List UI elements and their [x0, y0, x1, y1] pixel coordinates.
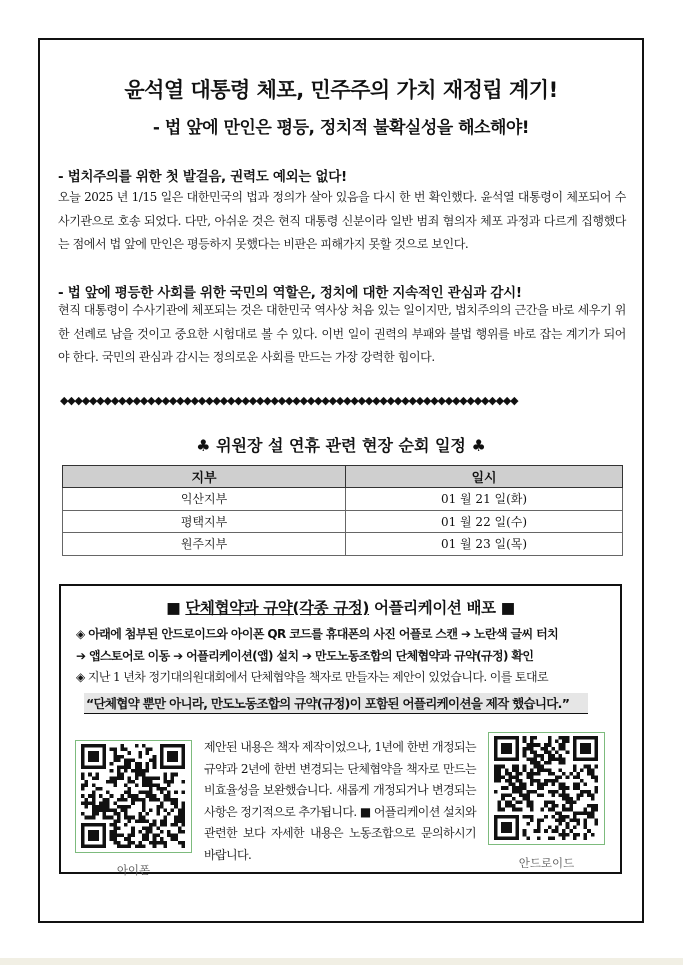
table-row: [63, 510, 623, 533]
schedule-title: ♣ 위원장 설 연휴 관련 현장 순회 일정 ♣: [196, 436, 486, 455]
page-title: 윤석열 대통령 체포, 민주주의 가치 재정립 계기!: [124, 78, 558, 102]
app-inquiry-note: ■ 어플리케이션 설치와 관련한 보다 자세한 내용은 노동조합으로 문의하시기 바랍니다.: [204, 804, 477, 862]
square-marker-icon: ■: [166, 599, 181, 617]
android-qr-label: 안드로이드: [518, 856, 575, 870]
bottom-strip: [0, 958, 683, 965]
app-title-main: 단체협약과 규약(각종 규정): [185, 599, 370, 617]
schedule-branch: 원주지부: [63, 533, 346, 556]
table-row: [63, 533, 623, 556]
schedule-header-branch: 지부: [63, 466, 346, 488]
android-qr-code[interactable]: [488, 732, 605, 845]
diamond-divider: ◆◆◆◆◆◆◆◆◆◆◆◆◆◆◆◆◆◆◆◆◆◆◆◆◆◆◆◆◆◆◆◆◆◆◆◆◆◆◆◆◆◆◆◆◆◆◆◆◆◆◆◆◆◆◆◆◆◆◆◆◆◆◆: [60, 394, 518, 407]
schedule-table: [62, 465, 623, 556]
app-description-body: 제안된 내용은 책자 제작이었으나, 1년에 한번 개정되는 규약과 2년에 한번 변경되는 단체협약을 책자로 만드는 비효율성을 보완했습니다. 새롭게 개정되거나 변경되는 사항은 정기적으로 추가됩니다.: [204, 740, 476, 819]
table-row: [63, 488, 623, 511]
square-marker-icon: ■: [500, 599, 515, 617]
iphone-qr-label: 아이폰: [116, 863, 151, 877]
app-title-rest: 어플리케이션 배포: [374, 599, 496, 617]
schedule-branch: 평택지부: [63, 510, 346, 533]
app-instruction-line-1: ◈ 아래에 첨부된 안드로이드와 아이폰 QR 코드를 휴대폰의 사진 어플로 스캔 ➔ 노란색 글씨 터치: [76, 627, 559, 641]
schedule-header-row: [63, 466, 623, 488]
schedule-date: 01 월 23 일(목): [346, 533, 623, 556]
iphone-qr-code[interactable]: [75, 740, 192, 853]
qr-code-icon: [492, 736, 600, 840]
app-proposal-line: ◈ 지난 1 년차 정기대의원대회에서 단체협약을 책자로 만들자는 제안이 있었습니다. 이를 토대로: [76, 670, 548, 684]
section-2-heading: - 법 앞에 평등한 사회를 위한 국민의 역할은, 정치에 대한 지속적인 관심과 감시!: [58, 285, 522, 301]
schedule-branch: 익산지부: [63, 488, 346, 511]
app-instruction-line-2: ➔ 앱스토어로 이동 ➔ 어플리케이션(앱) 설치 ➔ 만도노동조합의 단체협약과 규약(규정) 확인: [76, 649, 534, 663]
app-section-title: [59, 596, 622, 618]
app-quote: “단체협약 뿐만 아니라, 만도노동조합의 규약(규정)이 포함된 어플리케이션을 제작 했습니다.”: [84, 693, 588, 714]
app-description: [204, 737, 476, 866]
schedule-date: 01 월 22 일(수): [346, 510, 623, 533]
section-2-body: 현직 대통령이 수사기관에 체포되는 것은 대한민국 역사상 처음 있는 일이지만, 법치주의의 근간을 바로 세우기 위한 선례로 남을 것이고 중요한 시험대로 볼 수 있다. 이번 일이 권력의 부패와 불법 행위를 바로 잡는 계기가 되어야 한다. 국민의 관심과 감시는 정의로운 사회를 만드는 가장 강력한 힘이다.: [58, 303, 626, 364]
qr-code-icon: [79, 744, 187, 848]
section-1-heading: - 법치주의를 위한 첫 발걸음, 권력도 예외는 없다!: [58, 169, 347, 185]
page-subtitle: - 법 앞에 만인은 평등, 정치적 불확실성을 해소해야!: [152, 118, 530, 138]
schedule-date: 01 월 21 일(화): [346, 488, 623, 511]
section-1-body: 오늘 2025 년 1/15 일은 대한민국의 법과 정의가 살아 있음을 다시 한 번 확인했다. 윤석열 대통령이 체포되어 수사기관으로 호송 되었다. 다만, 아쉬운 것은 현직 대통령 신분이라 일반 범죄 혐의자 체포 과정과 다르게 집행했다는 점에서 법 앞에 만인은 평등하지 못했다는 비판은 피해가지 못할 것으로 보인다.: [58, 190, 626, 251]
schedule-header-date: 일시: [346, 466, 623, 488]
